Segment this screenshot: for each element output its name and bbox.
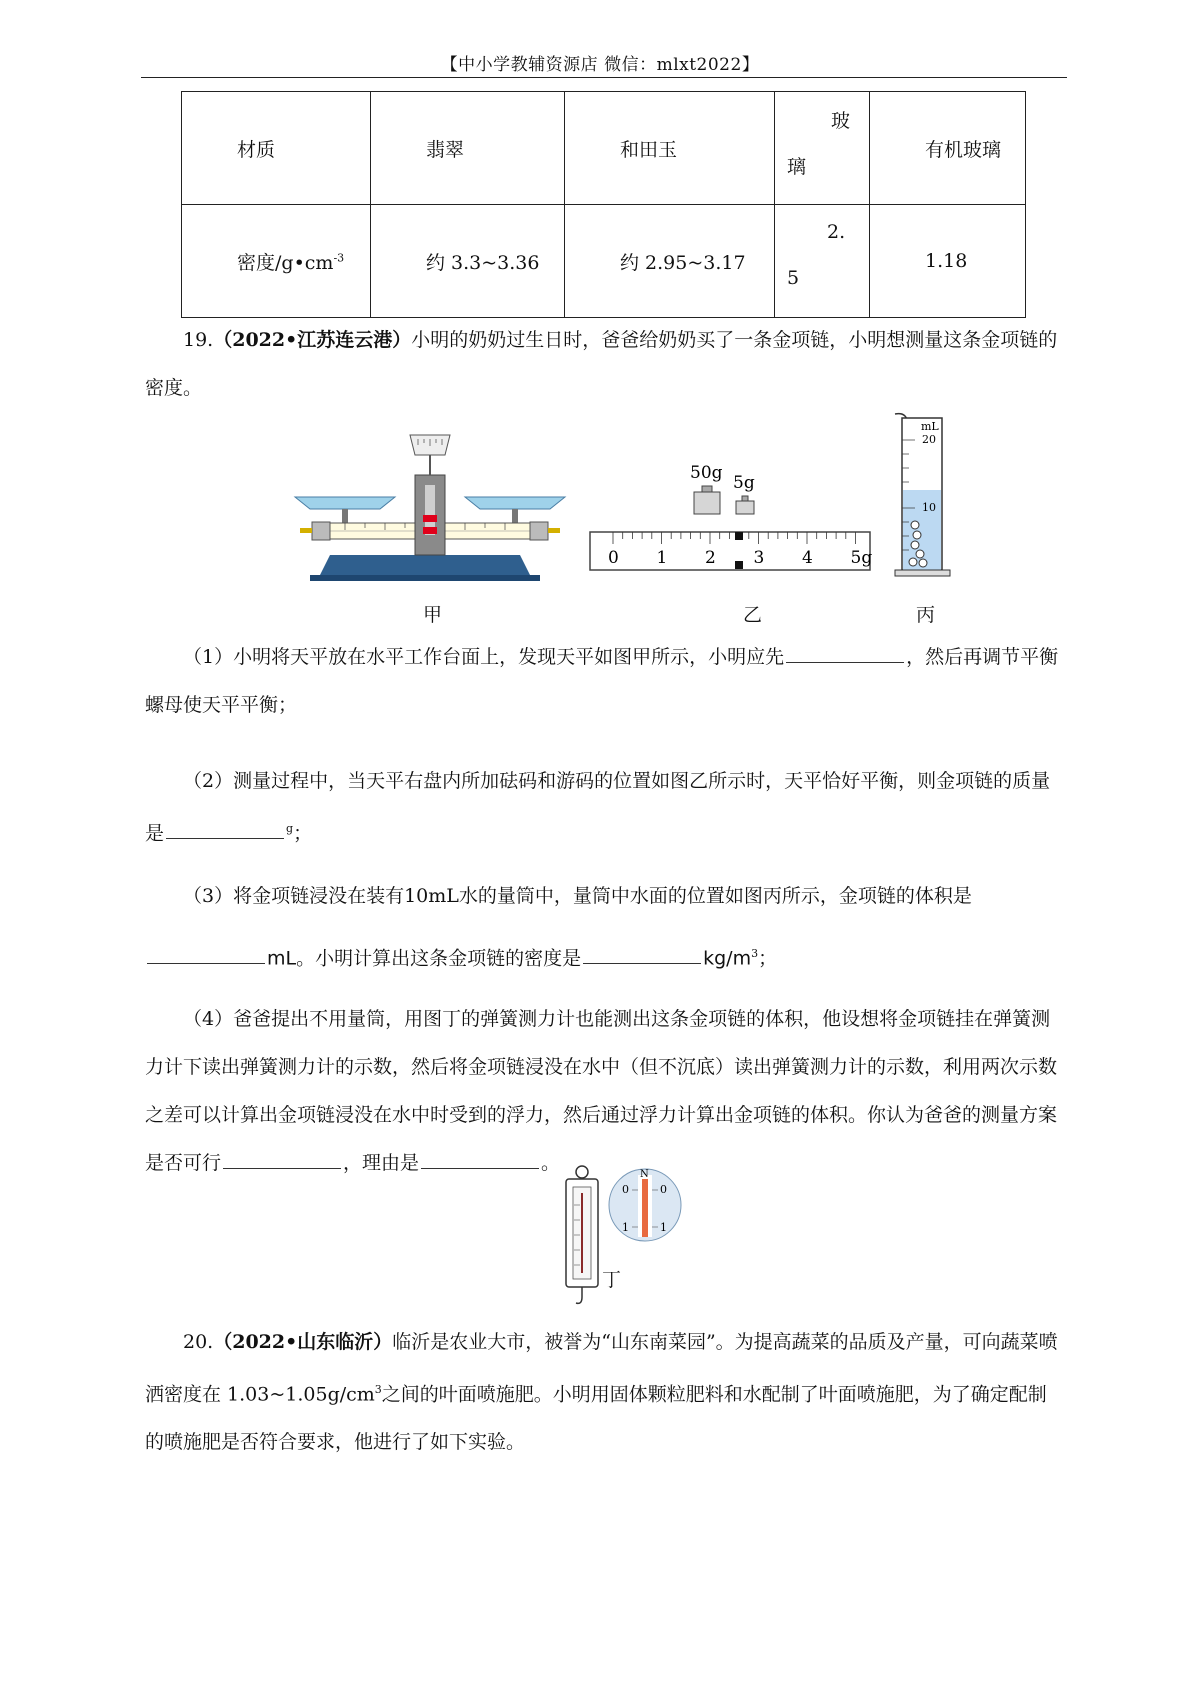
table-header-glass-1: 玻 (831, 110, 851, 132)
left-balance-nut (312, 522, 330, 540)
right-pan (465, 497, 565, 509)
fig-label-bing: 丙 (916, 604, 936, 626)
cylinder-unit: mL (921, 420, 939, 433)
rider-top (735, 532, 743, 540)
table-header-acrylic: 有机玻璃 (925, 138, 1002, 161)
q19-part1: （1）小明将天平放在水平工作台面上，发现天平如图甲所示，小明应先 ，然后再调节平衡螺母使天平平衡； (145, 633, 1060, 729)
page-header: 【中小学教辅资源店 微信：mlxt2022】 (440, 55, 760, 75)
table-value-glass-1: 2. (827, 221, 846, 243)
ruler-tick-label: 0 (608, 548, 619, 568)
fig-label-jia: 甲 (423, 604, 443, 626)
answer-blank-5[interactable] (223, 1146, 341, 1169)
gauge-tick-right-0: 0 (660, 1183, 667, 1196)
gauge-tick-right-1: 1 (660, 1221, 667, 1234)
density-table (181, 91, 1026, 318)
table-header-jade: 翡翠 (426, 138, 465, 161)
table-value-hetian: 约 2.95~3.17 (620, 251, 746, 274)
right-balance-nut (530, 522, 548, 540)
answer-blank-3[interactable] (147, 941, 265, 964)
answer-blank-6[interactable] (421, 1146, 539, 1169)
q20-text: 20.（2022•山东临沂）临沂是农业大市，被誉为“山东南菜园”。为提高蔬菜的品质及产量，可向蔬菜喷洒密度在 $1.03\sim 1.05g/cm^3$之间的叶面喷施肥。小明用固体颗粒肥料和水配制了叶面喷施肥，为了确定配制的喷施肥是否符合要求，他进行了如下实验。 (145, 1331, 1058, 1454)
q19-intro: 19.（2022•江苏连云港）小明的奶奶过生日时，爸爸给奶奶买了一条金项链，小明想测量这条金项链的密度。 (145, 329, 1058, 399)
ruler-tick-label: 5g (850, 548, 873, 568)
cylinder-tick-20: 20 (922, 433, 936, 446)
cylinder-figure (885, 410, 960, 585)
ruler-tick-label: 3 (753, 548, 765, 568)
gauge-tick-left-1: 1 (622, 1221, 629, 1234)
balance-figure (290, 415, 575, 585)
weight-label-5g: 5g (733, 473, 755, 493)
answer-blank-1[interactable] (786, 640, 904, 663)
table-header-material: 材质 (237, 138, 276, 161)
gauge-unit: N (640, 1169, 649, 1180)
table-row-label: 密度$/g•cm^{-3}$ (237, 251, 345, 274)
fig-label-yi: 乙 (743, 604, 763, 626)
table-value-acrylic: 1.18 (925, 250, 968, 272)
header-rule (141, 77, 1067, 78)
rider-bottom (735, 561, 743, 569)
weight-50g (694, 492, 720, 514)
answer-blank-4[interactable] (583, 941, 701, 964)
answer-blank-2[interactable] (166, 816, 284, 839)
table-value-jade: 约 3.3~3.36 (426, 251, 540, 274)
gauge-indicator (642, 1179, 648, 1237)
weight-5g (736, 501, 754, 514)
fig-label-ding: 丁 (602, 1269, 622, 1291)
rider-ruler-figure (585, 460, 875, 575)
cylinder-tick-10: 10 (922, 501, 936, 514)
gauge-tick-left-0: 0 (622, 1183, 629, 1196)
table-header-glass-2: 璃 (787, 156, 807, 178)
balance-base (320, 555, 530, 575)
table-header-hetian: 和田玉 (620, 138, 678, 161)
spring-scale-figure (560, 1165, 695, 1315)
ruler-tick-label: 4 (802, 548, 813, 568)
weight-label-50g: 50g (690, 463, 723, 483)
q19-part2: （2）测量过程中，当天平右盘内所加砝码和游码的位置如图乙所示时，天平恰好平衡，则金项链的质量是 $^g$； (145, 770, 1051, 845)
q19-part3-cont: mL。小明计算出这条金项链的密度是 $kg/m^3$； (145, 930, 1060, 982)
pointer-mark-lower (423, 527, 437, 534)
table-value-glass-2: 5 (787, 267, 800, 289)
ruler-tick-label: 2 (705, 548, 716, 568)
q19-part3: （3）将金项链浸没在装有10mL水的量筒中，量筒中水面的位置如图丙所示，金项链的体积是 (183, 885, 972, 907)
ruler-tick-label: 1 (656, 548, 668, 568)
q19-part4: （4）爸爸提出不用量筒，用图丁的弹簧测力计也能测出这条金项链的体积，他设想将金项链挂在弹簧测力计下读出弹簧测力计的示数，然后将金项链浸没在水中（但不沉底）读出弹簧测力计的示数，利用两次示数之差可以计算出金项链浸没在水中时受到的浮力，然后通过浮力计算出金项链的体积。你认为爸爸的测量方案是否可行 ，理由是 。 (145, 1008, 1058, 1174)
pointer-mark-upper (423, 515, 437, 522)
left-pan (295, 497, 395, 509)
